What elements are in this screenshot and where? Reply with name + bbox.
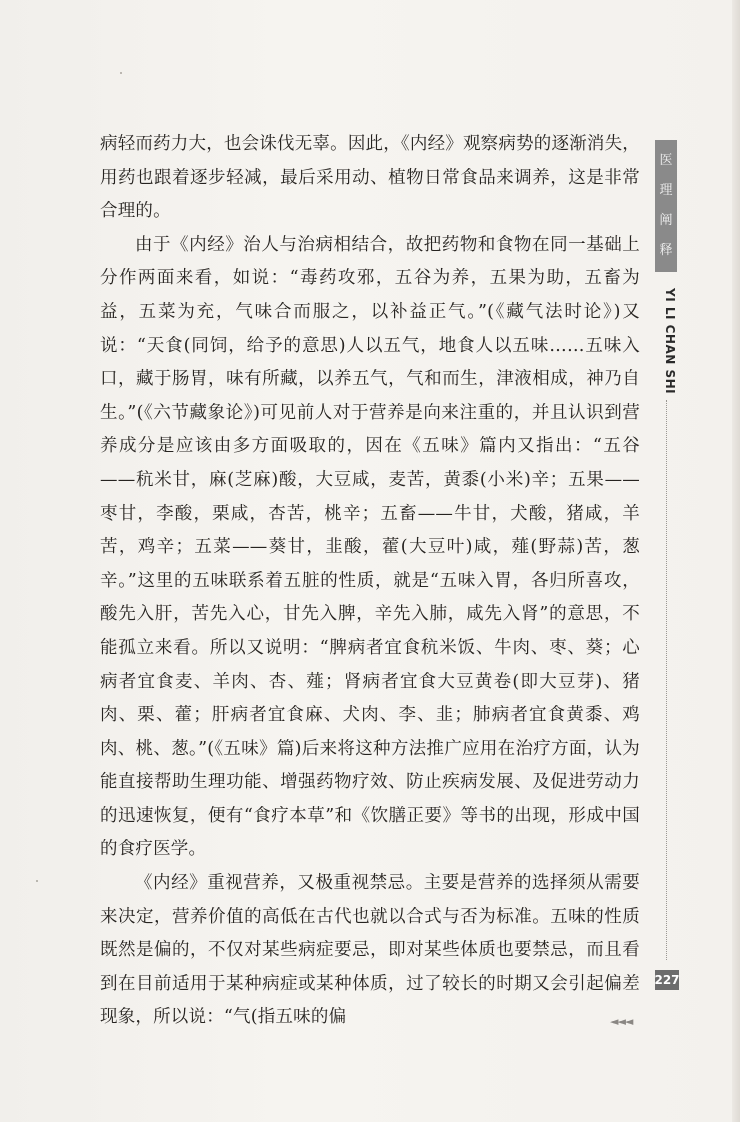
chapter-tab	[655, 140, 677, 272]
paragraph-1: 病轻而药力大，也会诛伐无辜。因此，《内经》观察病势的逐渐消失，用药也跟着逐步轻减，最后采用动、植物日常食品来调养，这是非常合理的。	[100, 134, 640, 222]
tab-char-1: 医	[659, 153, 673, 168]
paragraph-2: 由于《内经》治人与治病相结合，故把药物和食物在同一基础上分作两面来看，如说：“毒药攻邪，五谷为养，五果为助，五畜为益，五菜为充，气味合而服之，以补益正气。”(《藏气法时论》)又说：“天食(同饲，给予的意思)人以五气，地食人以五味……五味入口，藏于肠胃，味有所藏，以养五气，气和而生，津液相成，神乃自生。”(《六节藏象论》)可见前人对于营养是向来注重的，并且认识到营养成分是应该由多方面吸取的，因在《五味》篇内又指出：“五谷——秔米甘，麻(芝麻)酸，大豆咸，麦苦，黄黍(小米)辛；五果——枣甘，李酸，栗咸，杏苦，桃辛；五畜——牛甘，犬酸，猪咸，羊苦，鸡辛；五菜——葵甘，韭酸，藿(大豆叶)咸，薤(野蒜)苦，葱辛。”这里的五味联系着五脏的性质，就是“五味入胃，各归所喜攻，酸先入肝，苦先入心，甘先入脾，辛先入肺，咸先入肾”的意思，不能孤立来看。所以又说明：“脾病者宜食秔米饭、牛肉、枣、葵；心病者宜食麦、羊肉、杏、薤；肾病者宜食大豆黄卷(即大豆芽)、猪肉、栗、藿；肝病者宜食麻、犬肉、李、韭；肺病者宜食黄黍、鸡肉、桃、葱。”(《五味》篇)后来将这种方法推广应用在治疗方面，认为能直接帮助生理功能、增强药物疗效、防止疾病发展、及促进劳动力的迅速恢复，便有“食疗本草”和《饮膳正要》等书的出现，形成中国的食疗医学。	[100, 234, 640, 860]
paper-speck	[120, 72, 122, 74]
margin-dotted-line	[666, 400, 667, 960]
tab-char-4: 释	[659, 243, 673, 258]
page-number: 227	[655, 970, 679, 990]
page-edge	[732, 0, 740, 1122]
body-text	[100, 128, 640, 1035]
arrow-marker-icon: ◄◄◄	[610, 1015, 633, 1028]
chapter-pinyin: YI LI CHAN SHI	[663, 288, 677, 395]
tab-char-3: 阐	[659, 213, 673, 228]
paragraph-3: 《内经》重视营养，又极重视禁忌。主要是营养的选择须从需要来决定，营养价值的高低在古代也就以合式与否为标准。五味的性质既然是偏的，不仅对某些病症要忌，即对某些体质也要禁忌，而且看到在目前适用于某种病症或某种体质，过了较长的时期又会引起偏差现象，所以说：“气(指五味的偏	[100, 873, 640, 1028]
paper-speck	[36, 880, 38, 882]
tab-char-2: 理	[659, 183, 673, 198]
